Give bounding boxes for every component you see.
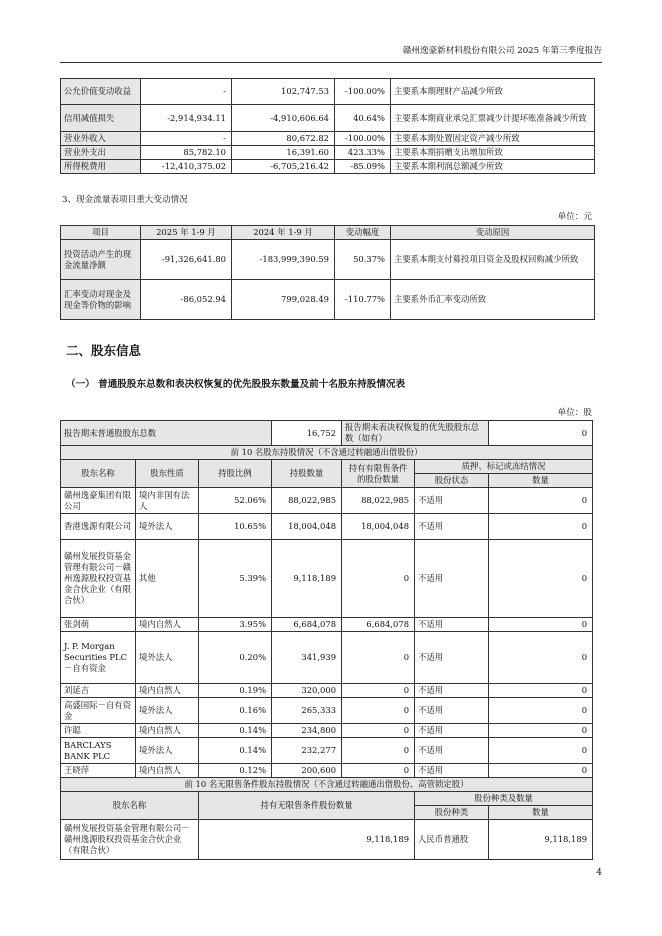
- current-value: -12,410,375.02: [141, 160, 232, 174]
- shareholder-nature: 境内自然人: [136, 764, 199, 778]
- table-row: [61, 160, 595, 174]
- section-subtitle: （一） 普通股股东总数和表决权恢复的优先股股东数量及前十名股东持股情况表: [66, 379, 406, 390]
- pledge-qty: 0: [489, 488, 593, 514]
- change-rate: 50.37%: [335, 240, 391, 280]
- share-status: 不适用: [415, 764, 489, 778]
- share-type: 人民币普通股: [415, 820, 489, 860]
- current-value: -2,914,934.11: [141, 105, 232, 132]
- top10-caption: 前 10 名股东持股情况（不含通过转融通出借股份）: [61, 446, 593, 460]
- table-row: [61, 618, 593, 632]
- shareholder-nature: 境内非国有法人: [136, 488, 199, 514]
- item-name: 投资活动产生的现金流量净额: [61, 240, 141, 280]
- change-reason: 主要系外币汇率变动所致: [391, 280, 595, 320]
- table-row: [61, 698, 593, 724]
- item-name: 汇率变动对现金及现金等价物的影响: [61, 280, 141, 320]
- holding-ratio: 0.14%: [199, 724, 272, 738]
- pledge-qty: 0: [489, 738, 593, 764]
- current-value: -: [141, 132, 232, 146]
- table-row: [61, 738, 593, 764]
- pledge-qty: 0: [489, 724, 593, 738]
- change-rate: -100.00%: [335, 132, 391, 146]
- current-value: -: [141, 79, 232, 105]
- table-row: [61, 514, 593, 540]
- header-ratio: 持股比例: [199, 460, 272, 488]
- holding-count: 6,684,078: [272, 618, 342, 632]
- pledge-qty: 0: [489, 514, 593, 540]
- share-status: 不适用: [415, 738, 489, 764]
- table-row: [61, 724, 593, 738]
- holding-ratio: 0.20%: [199, 632, 272, 684]
- restricted-count: 0: [342, 764, 415, 778]
- share-status: 不适用: [415, 540, 489, 618]
- current-value: -86,052.94: [141, 280, 232, 320]
- holding-count: 341,939: [272, 632, 342, 684]
- pledge-qty: 0: [489, 698, 593, 724]
- shareholder-nature: 境外法人: [136, 632, 199, 684]
- pledge-qty: 0: [489, 632, 593, 684]
- prior-value: 102,747.53: [232, 79, 335, 105]
- shareholder-nature: 境内自然人: [136, 724, 199, 738]
- change-rate: -85.09%: [335, 160, 391, 174]
- shareholder-name: 香港逸源有限公司: [61, 514, 136, 540]
- change-reason: 主要系本期利润总额减少所致: [391, 160, 595, 174]
- holding-ratio: 0.14%: [199, 738, 272, 764]
- restricted-count: 0: [342, 738, 415, 764]
- shareholder-table: [60, 420, 593, 860]
- table-row: [61, 632, 593, 684]
- table-row: [61, 132, 595, 146]
- share-qty: 9,118,189: [489, 820, 593, 860]
- current-value: 85,782.10: [141, 146, 232, 160]
- share-status: 不适用: [415, 684, 489, 698]
- shareholder-name: 高盛国际－自有资金: [61, 698, 136, 724]
- unrestricted-count: 9,118,189: [199, 820, 415, 860]
- unrestricted-header-qty: 数量: [489, 806, 593, 820]
- change-reason: 主要系本期商业承兑汇票减少计提坏账准备减少所致: [391, 105, 595, 132]
- shareholder-name: 许聪: [61, 724, 136, 738]
- shareholder-unit: 单位：股: [557, 408, 592, 418]
- shareholder-name: 刘延吉: [61, 684, 136, 698]
- shareholder-name: 赣州发展投资基金管理有限公司－赣州逸源股权投资基金合伙企业（有限合伙）: [61, 540, 136, 618]
- page-number: 4: [596, 868, 602, 878]
- item-name: 营业外支出: [61, 146, 141, 160]
- restricted-count: 0: [342, 724, 415, 738]
- change-rate: -110.77%: [335, 280, 391, 320]
- shareholder-nature: 境外法人: [136, 514, 199, 540]
- share-status: 不适用: [415, 632, 489, 684]
- restricted-count: 6,684,078: [342, 618, 415, 632]
- cashflow-header-cur: 2025 年 1-9 月: [141, 226, 232, 240]
- prior-value: -6,705,216.42: [232, 160, 335, 174]
- cashflow-section-title: 3、现金流量表项目重大变动情况: [62, 195, 188, 205]
- change-rate: 40.64%: [335, 105, 391, 132]
- header-nature: 股东性质: [136, 460, 199, 488]
- holding-count: 9,118,189: [272, 540, 342, 618]
- pledge-qty: 0: [489, 618, 593, 632]
- restricted-count: 0: [342, 540, 415, 618]
- section-title: 二、股东信息: [66, 343, 142, 358]
- restricted-count: 18,004,048: [342, 514, 415, 540]
- change-reason: 主要系本期支付募投项目资金及股权回购减少所致: [391, 240, 595, 280]
- header-qty: 数量: [489, 474, 593, 488]
- unrestricted-header-type: 股份种类: [415, 806, 489, 820]
- pledge-qty: 0: [489, 764, 593, 778]
- shareholder-name: 王晓萍: [61, 764, 136, 778]
- table-row: [61, 764, 593, 778]
- header-status: 股份状态: [415, 474, 489, 488]
- table-row: [61, 79, 595, 105]
- unrestricted-header-group: 股份种类及数量: [415, 792, 593, 806]
- change-rate: 423.33%: [335, 146, 391, 160]
- holding-ratio: 5.39%: [199, 540, 272, 618]
- shareholder-name: 张剑萌: [61, 618, 136, 632]
- shareholder-name: BARCLAYS BANK PLC: [61, 738, 136, 764]
- holding-ratio: 0.19%: [199, 684, 272, 698]
- page-header: 赣州逸豪新材料股份有限公司 2025 年第三季度报告: [402, 46, 602, 56]
- shareholder-name: 赣州发展投资基金管理有限公司－赣州逸源股权投资基金合伙企业（有限合伙）: [61, 820, 199, 860]
- holding-count: 88,022,985: [272, 488, 342, 514]
- shareholder-nature: 其他: [136, 540, 199, 618]
- restricted-count: 0: [342, 698, 415, 724]
- total-holders-value: 16,752: [272, 421, 342, 446]
- change-reason: 主要系本期理财产品减少所致: [391, 79, 595, 105]
- share-status: 不适用: [415, 488, 489, 514]
- header-divider: [60, 62, 602, 63]
- cashflow-header-item: 项目: [61, 226, 141, 240]
- holding-count: 234,800: [272, 724, 342, 738]
- change-reason: 主要系本期捐赠支出增加所致: [391, 146, 595, 160]
- header-restricted: 持有有限售条件的股份数量: [342, 460, 415, 488]
- cashflow-unit: 单位：元: [557, 212, 592, 222]
- holding-ratio: 0.12%: [199, 764, 272, 778]
- total-holders-label: 报告期末普通股股东总数: [61, 421, 272, 446]
- table-row: [61, 240, 595, 280]
- unrestricted-caption: 前 10 名无限售条件股东持股情况（不含通过转融通出借股份、高管锁定股）: [61, 778, 593, 792]
- share-status: 不适用: [415, 724, 489, 738]
- table-row: [61, 820, 593, 860]
- item-name: 营业外收入: [61, 132, 141, 146]
- cashflow-table: [60, 225, 595, 320]
- shareholder-nature: 境外法人: [136, 738, 199, 764]
- share-status: 不适用: [415, 698, 489, 724]
- change-reason: 主要系本期处置固定资产减少所致: [391, 132, 595, 146]
- restricted-count: 88,022,985: [342, 488, 415, 514]
- table-row: [61, 488, 593, 514]
- holding-count: 265,333: [272, 698, 342, 724]
- unrestricted-header-name: 股东名称: [61, 792, 199, 820]
- unrestricted-header-count: 持有无限售条件股份数量: [199, 792, 415, 820]
- header-name: 股东名称: [61, 460, 136, 488]
- pref-holders-label: 报告期末表决权恢复的优先股股东总数（如有）: [342, 421, 489, 446]
- pledge-qty: 0: [489, 684, 593, 698]
- header-count: 持股数量: [272, 460, 342, 488]
- table-row: [61, 684, 593, 698]
- change-rate: -100.00%: [335, 79, 391, 105]
- cashflow-header-change: 变动幅度: [335, 226, 391, 240]
- item-name: 公允价值变动收益: [61, 79, 141, 105]
- table-row: [61, 105, 595, 132]
- prior-value: -4,910,606.64: [232, 105, 335, 132]
- holding-ratio: 10.65%: [199, 514, 272, 540]
- item-name: 所得税费用: [61, 160, 141, 174]
- restricted-count: 0: [342, 632, 415, 684]
- holding-ratio: 52.06%: [199, 488, 272, 514]
- holding-ratio: 3.95%: [199, 618, 272, 632]
- pledge-qty: 0: [489, 540, 593, 618]
- prior-value: -183,999,390.59: [232, 240, 335, 280]
- header-pledge-group: 质押、标记或冻结情况: [415, 460, 593, 474]
- table-row: [61, 280, 595, 320]
- cashflow-header-prev: 2024 年 1-9 月: [232, 226, 335, 240]
- item-name: 信用减值损失: [61, 105, 141, 132]
- prior-value: 799,028.49: [232, 280, 335, 320]
- shareholder-nature: 境外法人: [136, 698, 199, 724]
- shareholder-name: 赣州逸豪集团有限公司: [61, 488, 136, 514]
- prior-value: 80,672.82: [232, 132, 335, 146]
- cashflow-header-reason: 变动原因: [391, 226, 595, 240]
- holding-count: 320,000: [272, 684, 342, 698]
- pref-holders-value: 0: [489, 421, 593, 446]
- share-status: 不适用: [415, 514, 489, 540]
- table-row: [61, 146, 595, 160]
- restricted-count: 0: [342, 684, 415, 698]
- holding-count: 18,004,048: [272, 514, 342, 540]
- shareholder-nature: 境内自然人: [136, 618, 199, 632]
- prior-value: 16,391.60: [232, 146, 335, 160]
- holding-count: 232,277: [272, 738, 342, 764]
- share-status: 不适用: [415, 618, 489, 632]
- income-change-table: [60, 78, 595, 174]
- shareholder-name: J. P. Morgan Securities PLC－自有资金: [61, 632, 136, 684]
- current-value: -91,326,641.80: [141, 240, 232, 280]
- shareholder-nature: 境内自然人: [136, 684, 199, 698]
- holding-ratio: 0.16%: [199, 698, 272, 724]
- holding-count: 200,600: [272, 764, 342, 778]
- table-row: [61, 540, 593, 618]
